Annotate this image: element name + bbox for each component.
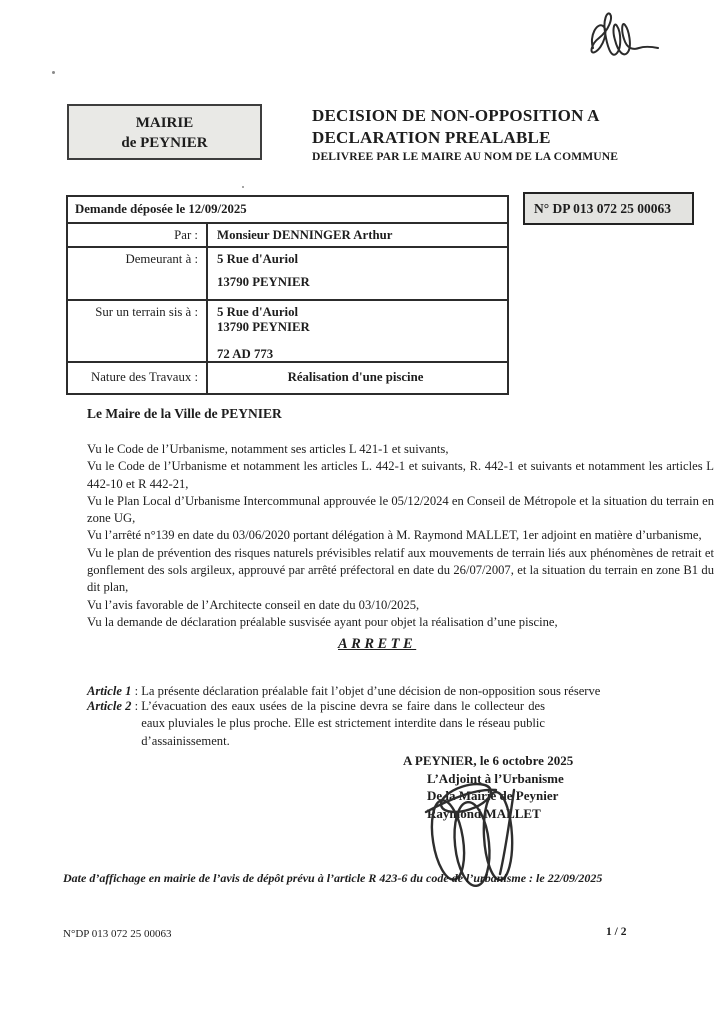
address-line: 13790 PEYNIER bbox=[217, 275, 310, 289]
recital: Vu la demande de déclaration préalable susvisée ayant pour objet la réalisation d’une piscine, bbox=[87, 614, 558, 629]
mairie-line2: de PEYNIER bbox=[121, 135, 208, 151]
deposit-date-text: Demande déposée le 12/09/2025 bbox=[75, 202, 247, 216]
row-label: Nature des Travaux : bbox=[68, 363, 208, 393]
maire-heading: Le Maire de la Ville de PEYNIER bbox=[87, 406, 282, 421]
table-row-deposit bbox=[68, 197, 507, 224]
article-2-label: Article 2 bbox=[87, 699, 132, 713]
recital: Vu le Code de l’Urbanisme et notamment les articles L. 442-1 et suivants, R. 442-1 et suivants et notamment les articles L 442-10 et R 442-21, bbox=[87, 459, 714, 491]
scan-speck bbox=[242, 186, 244, 188]
signature-name: Raymond MALLET bbox=[427, 805, 541, 821]
article-2 bbox=[87, 698, 545, 750]
title-line1: DECISION DE NON-OPPOSITION A bbox=[312, 106, 600, 125]
dp-number: N° DP 013 072 25 00063 bbox=[534, 200, 672, 216]
recital: Vu le Code de l’Urbanisme, notamment ses articles L 421-1 et suivants, bbox=[87, 442, 449, 456]
applicant-name: Monsieur DENNINGER Arthur bbox=[217, 228, 393, 242]
title-block bbox=[312, 105, 712, 163]
handwritten-paraph-icon bbox=[583, 8, 661, 68]
article-2-sep: : bbox=[131, 699, 142, 713]
works-nature: Réalisation d'une piscine bbox=[287, 370, 424, 384]
row-value bbox=[208, 301, 507, 361]
row-label: Sur un terrain sis à : bbox=[68, 301, 208, 361]
dp-number-box bbox=[523, 192, 694, 225]
table-row-demeurant bbox=[68, 248, 507, 301]
title-subtitle: DELIVREE PAR LE MAIRE AU NOM DE LA COMMUNE bbox=[312, 150, 619, 163]
article-1-text: La présente déclaration préalable fait l’objet d’une décision de non-opposition sous réserve bbox=[141, 683, 601, 698]
terrain-line: 13790 PEYNIER bbox=[217, 320, 310, 334]
mairie-line1: MAIRIE bbox=[135, 115, 194, 131]
affichage-line: Date d’affichage en mairie de l’avis de dépôt prévu à l’article R 423-6 du code de l’urbanisme : le 22/09/2025 bbox=[63, 871, 603, 885]
recital: Vu le plan de prévention des risques naturels prévisibles relatif aux mouvements de terrain liés aux phénomènes de retrait et gonflement des sols argileux, approuvé par arrêté préfectoral en date du 26/07/2007, et la situation du terrain en zone B1 du dit plan, bbox=[87, 545, 714, 595]
article-1-label: Article 1 bbox=[87, 683, 132, 698]
article-1-sep: : bbox=[131, 683, 142, 698]
recitals bbox=[87, 441, 714, 631]
recital: Vu le Plan Local d’Urbanisme Intercommunal approuvée le 05/12/2024 en Conseil de Métropole et la situation du terrain en zone UG, bbox=[87, 493, 714, 526]
footer-page-number: 1 / 2 bbox=[606, 926, 627, 938]
address-line: 5 Rue d'Auriol bbox=[217, 252, 299, 266]
scan-speck bbox=[52, 71, 55, 74]
table-row-nature bbox=[68, 363, 507, 393]
recital: Vu l’arrêté n°139 en date du 03/06/2020 portant délégation à M. Raymond MALLET, 1er adjoint en matière d’urbanisme, bbox=[87, 528, 702, 543]
terrain-line: 5 Rue d'Auriol bbox=[217, 305, 299, 319]
mairie-box bbox=[67, 104, 262, 160]
row-label: Par : bbox=[68, 224, 208, 246]
signature-title: L’Adjoint à l’Urbanisme bbox=[427, 770, 564, 786]
request-table bbox=[66, 195, 509, 395]
table-row-par bbox=[68, 224, 507, 248]
parcel-ref: 72 AD 773 bbox=[217, 347, 274, 361]
recital: Vu l’avis favorable de l’Architecte conseil en date du 03/10/2025, bbox=[87, 597, 420, 612]
signature-org: De la Mairie de Peynier bbox=[427, 788, 559, 803]
row-value bbox=[208, 248, 507, 299]
row-label: Demeurant à : bbox=[68, 248, 208, 299]
table-row-terrain bbox=[68, 301, 507, 363]
signature-place-date: A PEYNIER, le 6 octobre 2025 bbox=[403, 753, 574, 768]
arrete-heading: ARRETE bbox=[338, 636, 417, 652]
row-value bbox=[208, 224, 507, 246]
title-line2: DECLARATION PREALABLE bbox=[312, 127, 551, 147]
article-2-text: L’évacuation des eaux usées de la piscine devra se faire dans le collecteur des eaux pluviales le plus proche. Elle est strictement interdite dans le réseau public d’assainissement. bbox=[141, 699, 545, 748]
footer-dp-number: N°DP 013 072 25 00063 bbox=[63, 928, 172, 940]
